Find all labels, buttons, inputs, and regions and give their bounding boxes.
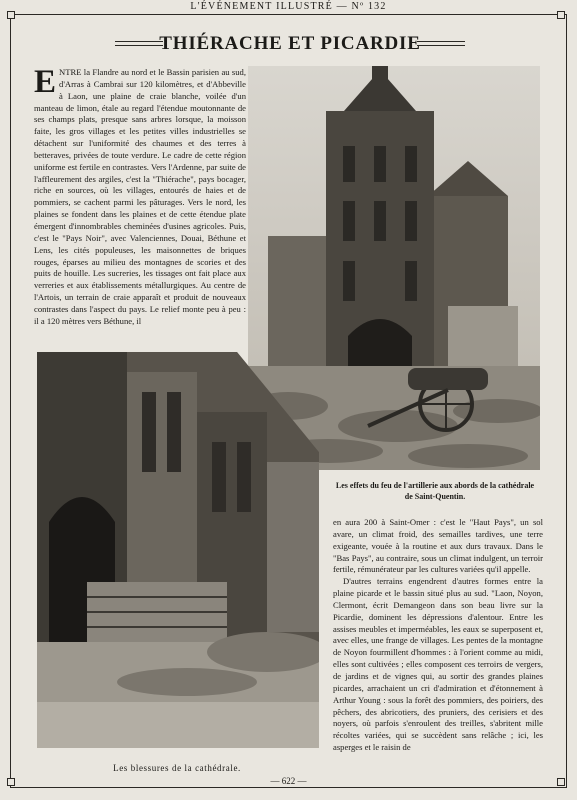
title-rule-right: [417, 41, 465, 46]
article-column-1-text: NTRE la Flandre au nord et le Bassin parisien au sud, d'Arras à Cambrai sur 120 kilomètres, et d'Abbeville à Laon, une plaine de craie blanche, voilée d'un manteau de limon, étale au regard l'étendue moutonnante de ses champs plats, presque sans arbres lorsque, la moisson faite, les gros villages et les petites villes industrielles se détachent sur l'uniformité des chaumes et des terres à betteraves, privées de toute verdure. Le cadre de cette région uniforme est fertile en contrastes. Vers l'Ardenne, par suite de l'affleurement des argiles, c'est la "Thiérache", pays bocager, riche en sources, où les villages, entourés de haies et de pommiers, se cachent parmi les pâturages. Vers le nord, les plaines se fondent dans les plaines et de cette étendue plate émergent d'innombrables cheminées d'usines agricoles. Puis, c'est le "Pays Noir", avec Valenciennes, Douai, Béthune et Lens, les cités populeuses, les maisonnettes de briques rouges, éparses au milieu des montagnes de scories et des puits de houille. Les sucreries, les tissages ont fait place aux verreries et aux établissements métallurgiques. Au centre de l'Artois, un terrain de craie apparaît et produit de nouveaux contrastes dans l'aspect du pays. Le relief monte peu à peu : il a 120 mètres vers Béthune, il: [34, 67, 246, 326]
title-block: [115, 33, 465, 59]
photo-caption-top: Les effets du feu de l'artillerie aux abords de la cathédrale de Saint-Quentin.: [335, 481, 535, 501]
article-title: THIÉRACHE ET PICARDIE: [159, 33, 421, 54]
photo-cathedral-tower: [248, 66, 540, 470]
article-column-2: [333, 517, 543, 754]
drop-cap: E: [34, 64, 57, 100]
frame-corner: [557, 11, 565, 19]
photo-cathedral-damage: [37, 352, 319, 748]
article-paragraph: D'autres terrains engendrent d'autres formes entre la plaine picarde et le bassin situé plus au sud. "Laon, Noyon, Clermont, écrit Demangeon dans son beau livre sur la Picardie, dominent les dépressions d'alentour. Entre les assises meubles et imperméables, les eaux se superposent et, avec elles, une frange de villages. Les pentes de la montagne de Noyon fourmillent d'hommes : à l'orient comme au midi, elles sont cultivées ; elles composent ces terroirs de vergers, de jardins et de vignes qui, au sortir des grandes plaines picardes, arrachaient un cri d'admiration et d'étonnement à Arthur Young : sous la forêt des pommiers, des poiriers, des pêchers, des abricotiers, des pruniers, des cerisiers et des noyers, où parfois s'enroulent des treilles, s'abritent mille récoltes variées, qui se succèdent sans relâche ; ici, les asperges et le raisin de: [333, 576, 543, 753]
article-column-1: [34, 64, 246, 328]
masthead-text: L'ÉVÉNEMENT ILLUSTRÉ — Nº 132: [184, 1, 392, 12]
page-number: [0, 776, 577, 786]
cathedral-damage-illustration: [37, 352, 319, 748]
page-number-text: — 622 —: [266, 776, 312, 786]
masthead: [0, 1, 577, 12]
article-paragraph: en aura 200 à Saint-Omer : c'est le "Haut Pays", un sol avare, un climat froid, des semailles tardives, une terre exigeante, vouée à la routine et aux durs travaux. Dans le "Bas Pays", au contraire, sous un climat indulgent, un terroir fertile, rémunérateur par les cultures variées qu'il appelle.: [333, 517, 543, 575]
photo-caption-bottom: Les blessures de la cathédrale.: [113, 763, 241, 773]
frame-corner: [7, 11, 15, 19]
cathedral-tower-illustration: [248, 66, 540, 470]
